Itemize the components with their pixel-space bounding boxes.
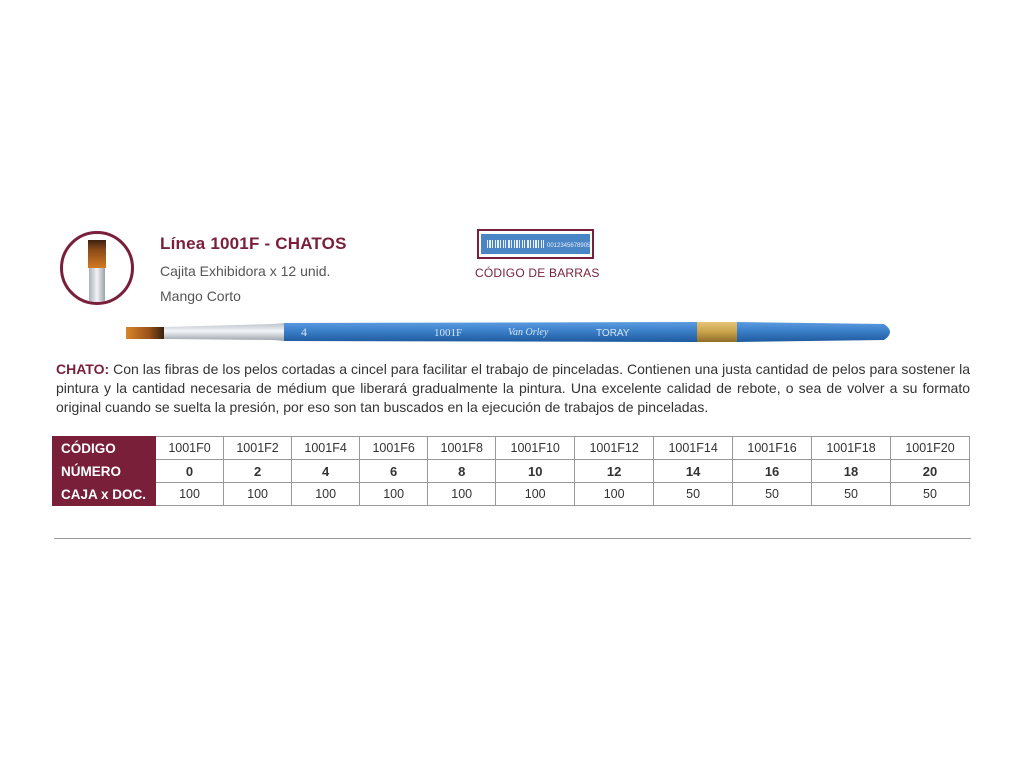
table-cell: 100 — [224, 483, 292, 506]
brush-maker-imprint: TORAY — [596, 328, 630, 339]
table-cell: 1001F20 — [891, 437, 970, 460]
section-divider — [54, 538, 971, 539]
product-handle-type: Mango Corto — [160, 288, 241, 304]
numero-row — [53, 460, 970, 483]
table-cell: 1001F16 — [733, 437, 812, 460]
table-cell: 1001F0 — [156, 437, 224, 460]
table-cell: 50 — [654, 483, 733, 506]
table-cell: 100 — [428, 483, 496, 506]
table-cell: 100 — [292, 483, 360, 506]
table-cell: 2 — [224, 460, 292, 483]
table-cell: 100 — [496, 483, 575, 506]
brush-size-imprint: 4 — [301, 325, 307, 339]
table-cell: 1001F18 — [812, 437, 891, 460]
table-cell: 20 — [891, 460, 970, 483]
brush-model-imprint: 1001F — [434, 327, 463, 339]
brush-tip-icon — [63, 234, 131, 302]
barcode-box — [477, 229, 594, 259]
table-cell: 4 — [292, 460, 360, 483]
table-cell: 1001F14 — [654, 437, 733, 460]
barcode-image — [479, 231, 592, 257]
table-cell: 1001F6 — [360, 437, 428, 460]
row-header: CÓDIGO — [53, 437, 156, 460]
table-cell: 16 — [733, 460, 812, 483]
table-cell: 1001F12 — [575, 437, 654, 460]
row-header: CAJA x DOC. — [53, 483, 156, 506]
table-cell: 6 — [360, 460, 428, 483]
description-text: Con las fibras de los pelos cortadas a cincel para facilitar el trabajo de pinceladas. Contienen una justa cantidad de pelos para sostener la pintura y la cantidad necesaria de médium que liberará gradualmente la pintura. Una excelente calidad de rebote, o sea de volver a su formato original cuando se suelta la presión, por eso son tan buscados en la ejecución de trabajos de pinceladas. — [56, 361, 970, 415]
table-cell: 1001F8 — [428, 437, 496, 460]
product-description — [56, 360, 970, 417]
product-title: Línea 1001F - CHATOS — [160, 234, 347, 253]
table-cell: 100 — [360, 483, 428, 506]
table-cell: 14 — [654, 460, 733, 483]
table-cell: 1001F10 — [496, 437, 575, 460]
flat-brush-icon — [124, 318, 898, 346]
brush-tip-thumbnail — [60, 231, 134, 305]
table-cell: 50 — [733, 483, 812, 506]
table-cell: 100 — [156, 483, 224, 506]
table-cell: 0 — [156, 460, 224, 483]
barcode-digits: 0012345678905 — [547, 243, 591, 249]
brush-brand-imprint: Van Orley — [508, 327, 549, 338]
table-cell: 8 — [428, 460, 496, 483]
table-cell: 50 — [891, 483, 970, 506]
table-cell: 1001F2 — [224, 437, 292, 460]
table-cell: 10 — [496, 460, 575, 483]
table-cell: 100 — [575, 483, 654, 506]
codigo-row — [53, 437, 970, 460]
row-header: NÚMERO — [53, 460, 156, 483]
product-pack-info: Cajita Exhibidora x 12 unid. — [160, 263, 331, 279]
barcode-label: CÓDIGO DE BARRAS — [475, 266, 600, 280]
brush-illustration — [124, 318, 898, 346]
description-lead: CHATO: — [56, 361, 110, 377]
spec-table — [52, 436, 970, 506]
table-cell: 12 — [575, 460, 654, 483]
caja-row — [53, 483, 970, 506]
table-cell: 50 — [812, 483, 891, 506]
table-cell: 18 — [812, 460, 891, 483]
table-cell: 1001F4 — [292, 437, 360, 460]
